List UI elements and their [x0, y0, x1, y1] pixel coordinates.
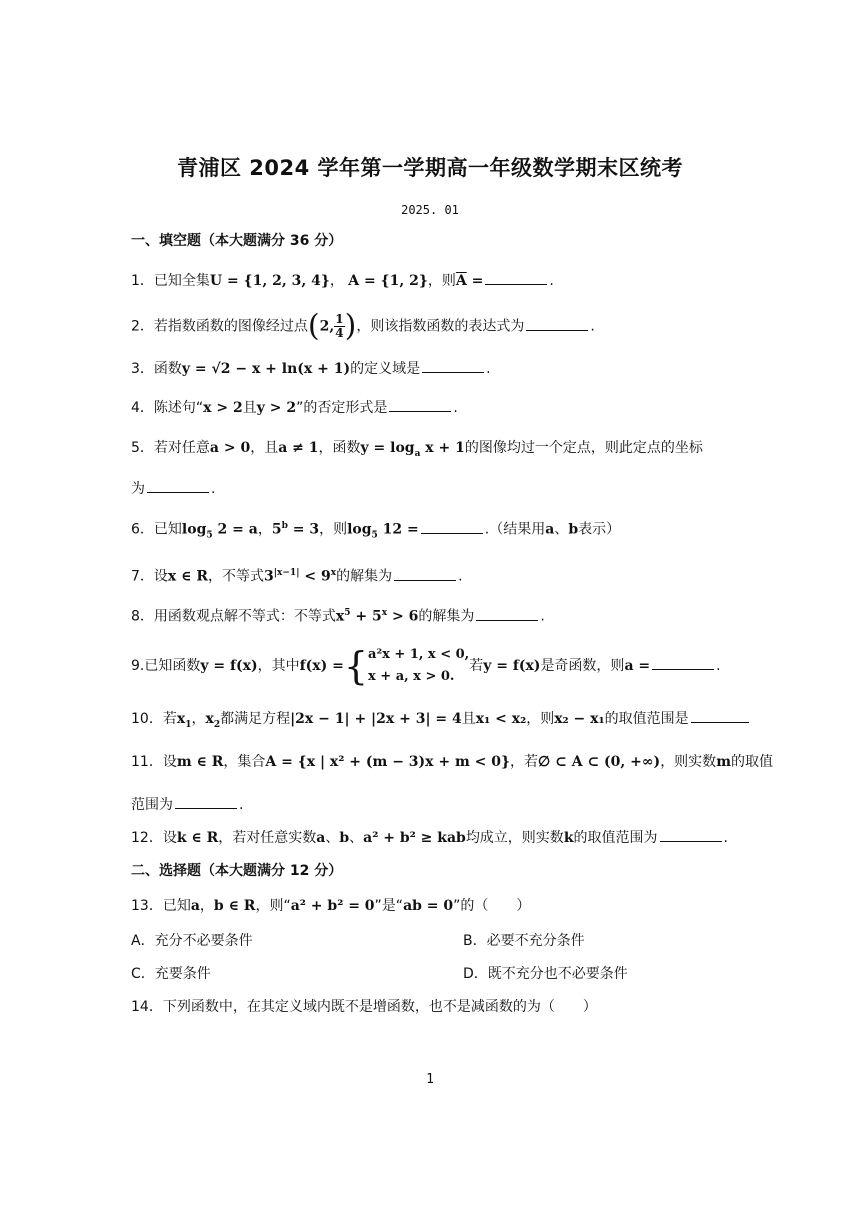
exam-title: 青浦区 2024 学年第一学期高一年级数学期末区统考 — [176, 156, 684, 180]
q9-piecewise: a²x + 1, x < 0, x + a, x > 0. — [368, 647, 470, 684]
answer-blank[interactable] — [526, 318, 588, 331]
question-1: 1．已知全集U = {1, 2, 3, 4}， A = {1, 2}，则$\overline{A}$ = . — [131, 273, 554, 289]
q1-complement: $\overline{A}$ — [455, 273, 467, 289]
question-13: 13．已知a，b ∈ R，则“a² + b² = 0”是“ab = 0”的（ ） — [131, 898, 531, 914]
answer-blank[interactable] — [485, 272, 547, 285]
section-multiple-choice: 二、选择题（本大题满分 12 分） — [131, 863, 343, 879]
question-6: 6．已知$\log_5 2 = a$，$5^b = 3$，则$\log_5 12$ = .（结果用a、b表示） — [131, 521, 621, 541]
answer-blank[interactable] — [476, 608, 538, 621]
answer-blank[interactable] — [691, 710, 749, 723]
question-9: 9.已知函数y = f(x)，其中f(x) ={ a²x + 1, x < 0, x + a, x > 0. 若y = f(x)是奇函数，则a = . — [131, 644, 721, 688]
question-11: 11．设m ∈ R，集合A = {x | x² + (m − 3)x + m < 0}，若∅ ⊂ A ⊂ (0, +∞)，则实数m的取值 — [131, 754, 774, 770]
question-2: 2．若指数函数的图像经过点(2, $\frac{1}{4}$ )，则该指数函数的表达式为 . — [131, 308, 595, 344]
q1-universal-set: U = {1, 2, 3, 4} — [209, 273, 330, 289]
question-11-line-2: 范围为 . — [131, 797, 244, 813]
question-5: 5．若对任意a > 0，且a ≠ 1，函数$y = \log_a x + 1$的图像均过一个定点，则此定点的坐标 — [131, 440, 703, 459]
answer-blank[interactable] — [389, 399, 451, 412]
question-10: 10．若$x_1$，$x_2$都满足方程|2x − 1| + |2x + 3| = 4且x₁ < x₂，则x₂ − x₁的取值范围是 — [131, 709, 751, 735]
answer-blank[interactable] — [175, 796, 237, 809]
answer-blank[interactable] — [652, 657, 714, 670]
question-5-line-2: 为 . — [131, 481, 216, 497]
q13-option-c[interactable]: C．充要条件 — [131, 966, 211, 982]
q13-option-d[interactable]: D．既不充分也不必要条件 — [463, 966, 628, 982]
question-7: 7．设x ∈ R，不等式$3^{|x-1|} < 9^x$的解集为 . — [131, 568, 463, 585]
q13-option-b[interactable]: B．必要不充分条件 — [463, 933, 585, 949]
answer-blank[interactable] — [422, 360, 484, 373]
answer-blank[interactable] — [147, 480, 209, 493]
exam-date: 2025. 01 — [401, 203, 459, 217]
answer-blank[interactable] — [660, 829, 722, 842]
answer-blank[interactable] — [421, 521, 483, 534]
q1-set-a: A = {1, 2} — [348, 273, 428, 289]
page-number: 1 — [426, 1072, 434, 1087]
section-fill-in: 一、填空题（本大题满分 36 分） — [131, 233, 343, 249]
answer-blank[interactable] — [394, 568, 456, 581]
question-12: 12．设k ∈ R，若对任意实数a、b、a² + b² ≥ kab均成立，则实数k的取值范围为 . — [131, 830, 728, 846]
q13-option-a[interactable]: A．充分不必要条件 — [131, 933, 253, 949]
question-8: 8．用函数观点解不等式：不等式$x^5 + 5^x > 6$的解集为 . — [131, 608, 545, 625]
q2-fraction: $\frac{1}{4}$ — [335, 312, 344, 340]
question-4: 4．陈述句“x > 2且y > 2”的否定形式是 . — [131, 400, 458, 416]
q3-function: y = √2 − x + ln(x + 1) — [181, 361, 351, 377]
question-14: 14．下列函数中，在其定义域内既不是增函数，也不是减函数的为（ ） — [131, 999, 597, 1015]
question-3: 3．函数y = √2 − x + ln(x + 1)的定义域是 . — [131, 361, 491, 377]
